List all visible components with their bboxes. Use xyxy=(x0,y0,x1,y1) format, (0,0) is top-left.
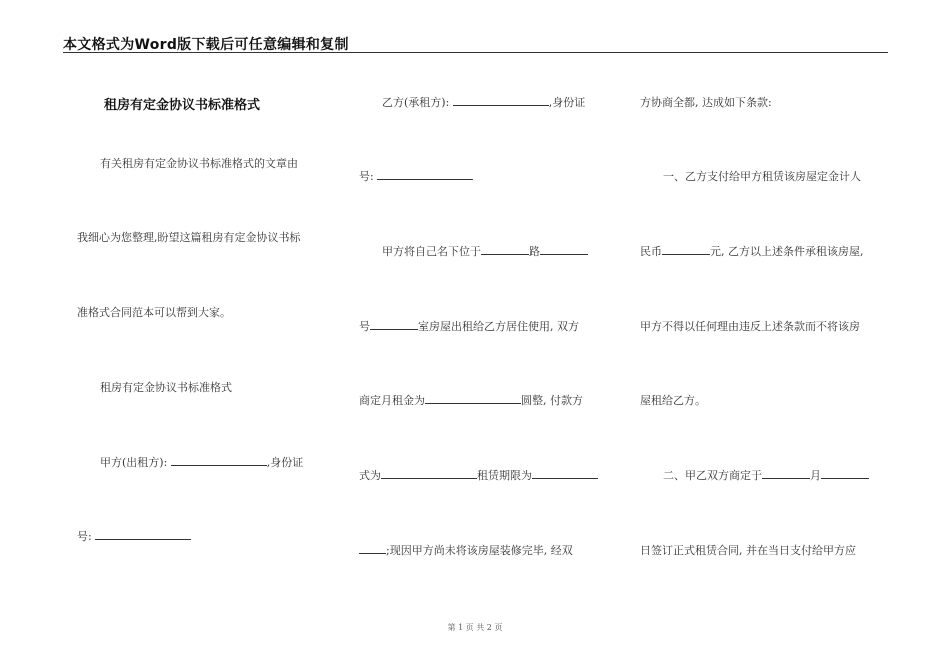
party-a-id-label: ,身份证 xyxy=(266,456,304,469)
day-blank xyxy=(821,467,869,479)
renovation-text: ;现因甲方尚未将该房屋装修完毕, 经双 xyxy=(386,544,573,557)
party-b-line xyxy=(382,94,585,110)
intro-line-3: 准格式合同范本可以帮到大家。 xyxy=(77,306,231,319)
term-blank xyxy=(532,467,598,479)
term-end-blank xyxy=(359,542,386,554)
month-blank xyxy=(762,467,810,479)
location-text: 甲方将自己名下位于 xyxy=(382,245,481,258)
intro-line-1: 有关租房有定金协议书标准格式的文章由 xyxy=(100,157,298,170)
party-a-label: 甲方(出租方): xyxy=(100,456,171,469)
party-b-id-blank xyxy=(377,168,473,180)
party-b-id-no-label: 号: xyxy=(359,170,378,183)
party-a-id-line xyxy=(77,528,191,544)
party-b-label: 乙方(承租方): xyxy=(382,96,453,109)
road-number-blank xyxy=(540,243,588,255)
rent-text: 商定月租金为 xyxy=(359,394,425,407)
document-title: 租房有定金协议书标准格式 xyxy=(104,98,261,113)
party-b-id-line xyxy=(359,168,473,184)
party-b-id-label: ,身份证 xyxy=(548,96,586,109)
header-divider xyxy=(63,52,888,53)
document-banner: 本文格式为Word版下载后可任意编辑和复制 xyxy=(63,37,349,53)
currency-text: 民币 xyxy=(640,245,662,258)
deposit-line xyxy=(640,243,864,259)
party-b-name-blank xyxy=(453,94,549,106)
renovation-line xyxy=(359,542,573,558)
party-a-line xyxy=(100,454,303,470)
rent-blank xyxy=(425,392,521,404)
deposit-amount-blank xyxy=(662,243,710,255)
term-text: 租赁期限为 xyxy=(477,469,532,482)
subtitle-line: 租房有定金协议书标准格式 xyxy=(100,381,232,394)
payment-text: 圆整, 付款方 xyxy=(521,394,583,407)
room-line xyxy=(359,318,579,334)
road-blank xyxy=(481,243,529,255)
agreement-line: 方协商全都, 达成如下条款: xyxy=(640,96,772,109)
room-blank xyxy=(370,318,418,330)
clause-2-line xyxy=(663,467,869,483)
clause-2-cont-line: 日签订正式租赁合同, 并在当日支付给甲方应 xyxy=(640,544,856,557)
clause-2-text: 二、甲乙双方商定于 xyxy=(663,469,762,482)
clause-1-line: 一、乙方支付给甲方租赁该房屋定金计人 xyxy=(663,170,861,183)
month-text: 月 xyxy=(810,469,821,482)
method-text: 式为 xyxy=(359,469,381,482)
road-text: 路 xyxy=(529,245,540,258)
location-line xyxy=(382,243,588,259)
clause-1-cont-line: 甲方不得以任何理由违反上述条款而不将该房 xyxy=(640,320,860,333)
deposit-condition-text: 元, 乙方以上述条件承租该房屋, xyxy=(710,245,864,258)
payment-method-blank xyxy=(381,467,477,479)
room-text: 室房屋出租给乙方居住使用, 双方 xyxy=(418,320,579,333)
party-a-name-blank xyxy=(171,454,267,466)
rent-line xyxy=(359,392,583,408)
number-text: 号 xyxy=(359,320,370,333)
term-line xyxy=(359,467,598,483)
party-a-id-blank xyxy=(95,528,191,540)
intro-line-2: 我细心为您整理,盼望这篇租房有定金协议书标 xyxy=(77,231,301,244)
party-a-id-no-label: 号: xyxy=(77,530,96,543)
page-footer: 第 1 页 共 2 页 xyxy=(447,623,503,632)
clause-1-end-line: 屋租给乙方。 xyxy=(640,394,706,407)
